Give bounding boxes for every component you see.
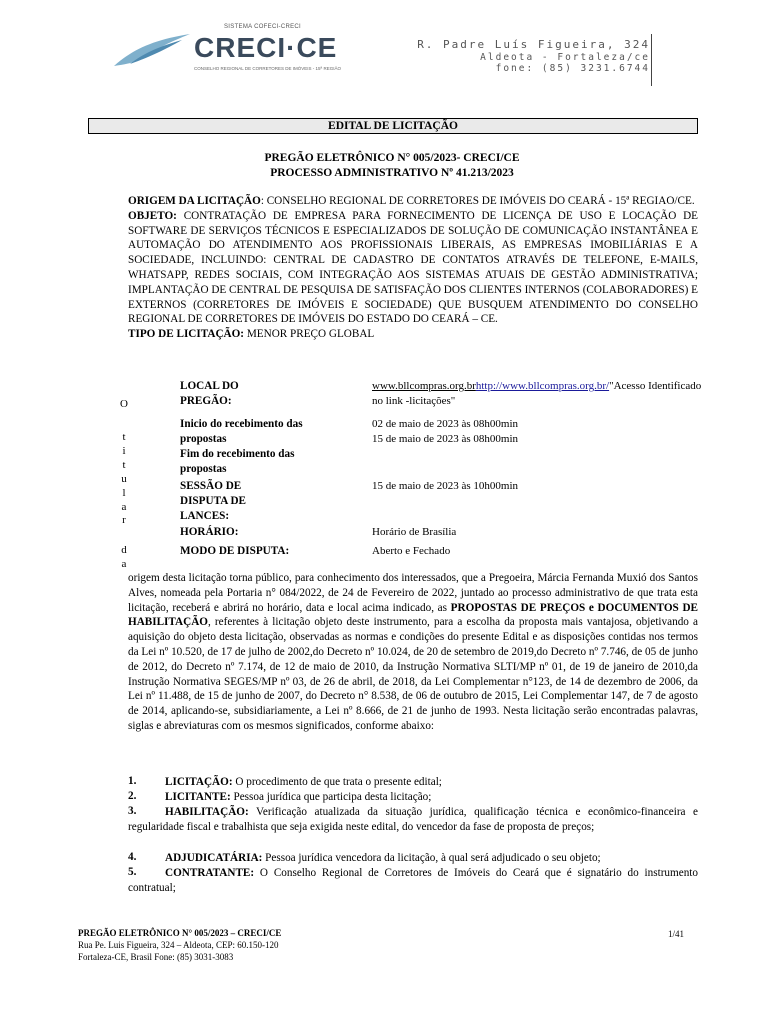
definition-item (165, 851, 698, 866)
footer-city-phone: Fortaleza-CE, Brasil Fone: (85) 3031-3083 (78, 952, 234, 962)
side-letter: d (121, 544, 127, 556)
pregao-subtitle: PREGÃO ELETRÔNICO N° 005/2023- CRECI/CE (264, 152, 520, 164)
creci-logo (112, 24, 362, 80)
fim-value: 15 de maio de 2023 às 08h00min (372, 433, 519, 445)
definition-term: LICITANTE: (165, 791, 231, 803)
side-letter: O (120, 398, 128, 410)
definition-text: Verificação atualizada da situação jurídica, qualificação técnica e econômico-financeira e regularidade fiscal e trabalhista que seja exigida neste edital, do vencedor da fase de proposta de preços; (128, 806, 698, 833)
body-text-b: , referentes à licitação objeto deste instrumento, para a escolha da proposta mais vantajosa, objetivando a aquisição do objeto desta licitação, observadas as normas e condições do presente Edital e as disposições contidas nos termos da Lei nº 10.520, de 17 de julho de 2002,do Decreto nº 10.024, de 20 de setembro de 2019,do Decreto nº 7.746, de 05 de junho de 2012, do Decreto nº 7.174, de 12 de maio de 2010, da Instrução Normativa SLTI/MP nº 01, de 19 de janeiro de 2010,da Instrução Normativa SEGES/MP nº 03, de 26 de abril, de 2018, da Lei Complementar n°123, de 14 de dezembro de 2006, da Lei nº 11.488, de 15 de junho de 2007, do Decreto n° 8.538, de 06 de outubro de 2015, Lei Complementar 147, de 7 de agosto de 2014, aplicando-se, subsidiariamente, a Lei nº 8.666, de 21 de junho de 1993. Nesta licitação serão encontradas palavras, siglas e abreviaturas com os mesmos significados, conforme abaixo: (128, 616, 698, 732)
side-letter: t (122, 431, 126, 443)
body-text-a: origem desta licitação torna público, para conhecimento dos interessados, que a Pregoeira, Márcia Fernanda Muxió dos Santos Alves, nomeada pela Portaria n° 084/2022, de 24 de Fevereiro de 2022, juntado ao processo administrativo de que trata esta licitação, receberá e abrirá no horário, data e local acima indicado, as (128, 572, 698, 614)
side-letter: i (122, 445, 126, 457)
definition-text: Pessoa jurídica vencedora da licitação, à qual será adjudicado o seu objeto; (262, 852, 601, 864)
side-letter: r (122, 514, 126, 526)
side-letter: u (121, 473, 127, 485)
side-letter: a (121, 558, 127, 570)
header-divider-vertical (651, 34, 652, 86)
sessao-label: SESSÃO DE DISPUTA DE LANCES: (180, 480, 246, 522)
definition-number: 4. (128, 851, 137, 863)
side-letter: t (122, 459, 126, 471)
definition-item (165, 775, 698, 790)
logo-system-text: SISTEMA COFECI-CRECI (224, 24, 302, 30)
local-value (372, 379, 702, 409)
bll-link[interactable]: http://www.bllcompras.org.br/ (475, 380, 610, 392)
logo-wordmark: CRECI·CE (194, 32, 338, 63)
tipo-text: MENOR PREÇO GLOBAL (244, 328, 375, 341)
horario-label: HORÁRIO: (180, 526, 239, 538)
horario-value: Horário de Brasília (372, 526, 457, 538)
side-letter: a (121, 501, 127, 513)
objeto-label: OBJETO: (128, 209, 177, 222)
modo-value: Aberto e Fechado (372, 545, 451, 557)
origem-section (128, 194, 698, 342)
local-access-text: "Acesso Identificado no link -licitações" (372, 380, 702, 407)
local-label: LOCAL DO PREGÃO: (180, 380, 239, 407)
bird-logo-icon (112, 30, 192, 70)
definition-item (165, 790, 698, 805)
modo-label: MODO DE DISPUTA: (180, 545, 290, 557)
definition-number: 2. (128, 790, 137, 802)
origem-text: : CONSELHO REGIONAL DE CORRETORES DE IMÓVEIS DO CEARÁ - 15ª REGIAO/CE. (260, 195, 695, 207)
fim-label: Fim do recebimento das propostas (180, 448, 295, 475)
body-paragraph (128, 571, 698, 734)
tipo-label: TIPO DE LICITAÇÃO: (128, 328, 245, 341)
definition-term: CONTRATANTE: (165, 867, 255, 879)
inicio-value: 02 de maio de 2023 às 08h00min (372, 418, 519, 430)
definition-text: O Conselho Regional de Corretores de Imóveis do Ceará que é signatário do instrumento contratual; (128, 867, 698, 894)
definition-text: O procedimento de que trata o presente edital; (232, 776, 442, 788)
definition-text: Pessoa jurídica que participa desta licitação; (230, 791, 432, 803)
definition-item (128, 805, 698, 835)
side-letter: l (122, 487, 126, 499)
definition-number: 3. (128, 805, 137, 817)
inicio-label: Inicio do recebimento das propostas (180, 418, 303, 445)
definition-term: LICITAÇÃO: (165, 776, 233, 788)
document-title: EDITAL DE LICITAÇÃO (88, 118, 698, 134)
body-bold-text: PROPOSTAS DE PREÇOS e DOCUMENTOS DE HABILITAÇÃO (128, 601, 698, 629)
local-url-text: www.bllcompras.org.br (372, 380, 476, 392)
processo-subtitle: PROCESSO ADMINISTRATIVO Nº 41.213/2023 (270, 167, 514, 179)
definition-number: 1. (128, 775, 137, 787)
definition-item (128, 866, 698, 896)
definition-number: 5. (128, 866, 137, 878)
definition-term: ADJUDICATÁRIA: (165, 852, 263, 864)
definition-term: HABILITAÇÃO: (165, 806, 249, 818)
objeto-text: CONTRATAÇÃO DE EMPRESA PARA FORNECIMENTO DE LICENÇA DE USO E LOCAÇÃO DE SOFTWARE DE SERVIÇOS TÉCNICOS E ESPECIALIZADOS DE SOLUÇÃO DE COMUNICAÇÃO INSTANTÂNEA E AUTOMAÇÃO DO ATENDIMENTO AOS PROFISSIONAIS LIBERAIS, AS EMPRESAS IMOBILIÁRIAS E A SOCIEDADE, INCLUINDO: CENTRAL DE CADASTRO DE CONTATOS ATRAVÉS DE TELEFONE, E-MAILS, WHATSAPP, REDES SOCIAIS, COM INTEGRAÇÃO AOS SISTEMAS ATUAIS DE GESTÃO ADMINISTRATIVA; IMPLANTAÇÃO DE CENTRAL DE PESQUISA DE SATISFAÇÃO DOS CLIENTES INTERNOS (COLABORADORES) E EXTERNOS (CORRETORES DE IMÓVEIS E SOCIEDADE) QUE BUSQUEM ATENDIMENTO DO CONSELHO REGIONAL DE CORRETORES DE IMÓVEIS DO ESTADO DO CEARÁ – CE. (128, 209, 698, 326)
logo-subtitle: CONSELHO REGIONAL DE CORRETORES DE IMÓVEIS - 15ª REGIÃO (194, 66, 341, 71)
header-address-street: R. Padre Luís Figueira, 324 (417, 38, 650, 51)
footer-address: Rua Pe. Luis Figueira, 324 – Aldeota, CEP: 60.150-120 (78, 940, 279, 950)
header-address-city: Aldeota - Fortaleza/ce (480, 52, 650, 63)
origem-label: ORIGEM DA LICITAÇÃO (128, 195, 261, 207)
sessao-value: 15 de maio de 2023 às 10h00min (372, 480, 519, 492)
header-phone: fone: (85) 3231.6744 (495, 63, 650, 74)
page-number: 1/41 (668, 929, 685, 939)
footer-pregao: PREGÃO ELETRÔNICO N° 005/2023 – CRECI/CE (78, 928, 282, 938)
